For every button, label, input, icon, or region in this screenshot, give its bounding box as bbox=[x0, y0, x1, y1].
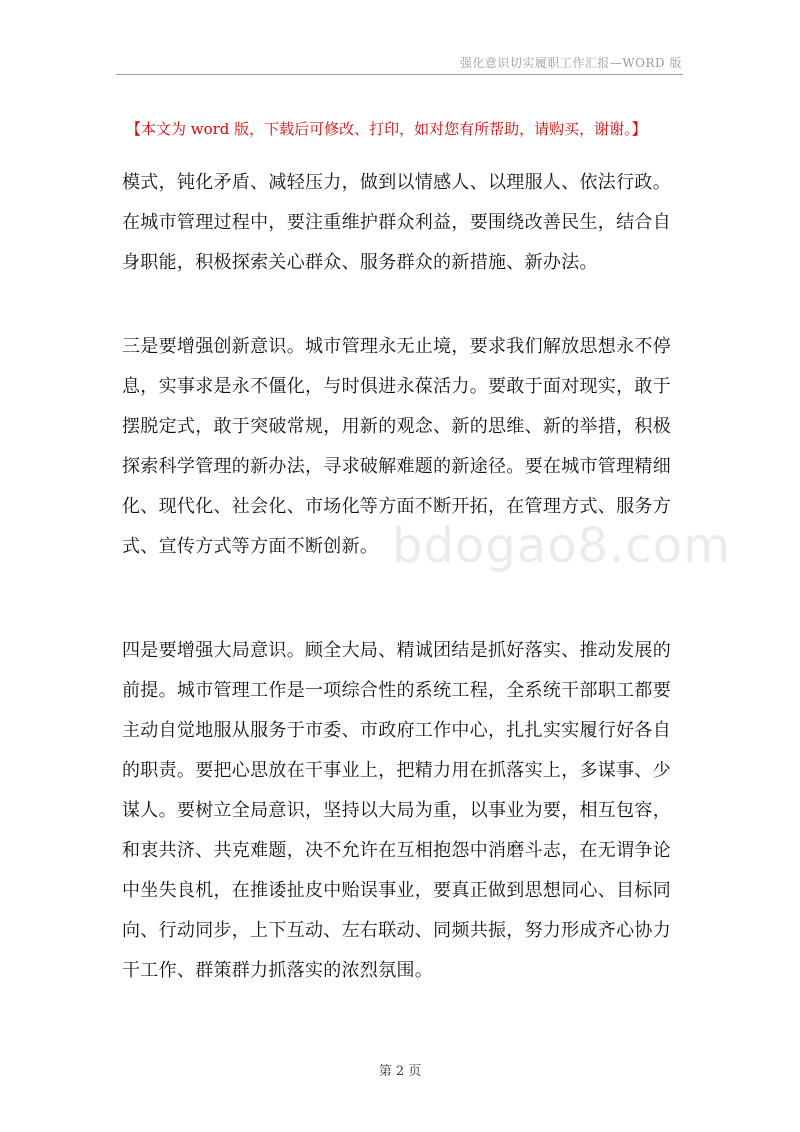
paragraph-line: 主动自觉地服从服务于市委、市政府工作中心，扎扎实实履行好各自 bbox=[122, 720, 671, 741]
header-divider bbox=[116, 74, 683, 75]
paragraph-1 bbox=[122, 163, 682, 283]
paragraph-line: 式、宣传方式等方面不断创新。 bbox=[122, 536, 379, 557]
paragraph-line: 三是要增强创新意识。城市管理永无止境，要求我们解放思想永不停 bbox=[122, 336, 671, 357]
paragraph-line: 向、行动同步，上下互动、左右联动、同频共振，努力形成齐心协力 bbox=[122, 920, 671, 941]
paragraph-line: 在城市管理过程中，要注重维护群众利益，要围绕改善民生，结合自 bbox=[122, 212, 671, 233]
paragraph-line: 中坐失良机，在推诿扯皮中贻误事业，要真正做到思想同心、目标同 bbox=[122, 880, 671, 901]
paragraph-line: 的职责。要把心思放在干事业上，把精力用在抓落实上，多谋事、少 bbox=[122, 760, 671, 781]
purchase-notice: 【本文为 word 版，下载后可修改、打印，如对您有所帮助，请购买，谢谢。】 bbox=[126, 120, 647, 138]
paragraph-line: 身职能，积极探索关心群众、服务群众的新措施、新办法。 bbox=[122, 252, 598, 273]
paragraph-line: 探索科学管理的新办法，寻求破解难题的新途径。要在城市管理精细 bbox=[122, 456, 671, 477]
paragraph-line: 模式，钝化矛盾、减轻压力，做到以情感人、以理服人、依法行政。 bbox=[122, 172, 671, 193]
paragraph-line: 干工作、群策群力抓落实的浓烈氛围。 bbox=[122, 960, 434, 981]
paragraph-line: 四是要增强大局意识。顾全大局、精诚团结是抓好落实、推动发展的 bbox=[122, 640, 671, 661]
paragraph-line: 和衷共济、共克难题，决不允许在互相抱怨中消磨斗志，在无谓争论 bbox=[122, 840, 671, 861]
watermark: bdogao8.com bbox=[392, 518, 731, 574]
paragraph-line: 息，实事求是永不僵化，与时俱进永葆活力。要敢于面对现实，敢于 bbox=[122, 376, 671, 397]
paragraph-line: 谋人。要树立全局意识，坚持以大局为重，以事业为要，相互包容， bbox=[122, 800, 671, 821]
paragraph-line: 摆脱定式，敢于突破常规，用新的观念、新的思维、新的举措，积极 bbox=[122, 416, 671, 437]
paragraph-line: 前提。城市管理工作是一项综合性的系统工程，全系统干部职工都要 bbox=[122, 680, 671, 701]
paragraph-3 bbox=[122, 631, 682, 991]
page-number: 第 2 页 bbox=[378, 1064, 422, 1079]
running-header: 强化意识切实履职工作汇报—WORD 版 bbox=[459, 56, 682, 70]
paragraph-line: 化、现代化、社会化、市场化等方面不断开拓，在管理方式、服务方 bbox=[122, 496, 671, 517]
